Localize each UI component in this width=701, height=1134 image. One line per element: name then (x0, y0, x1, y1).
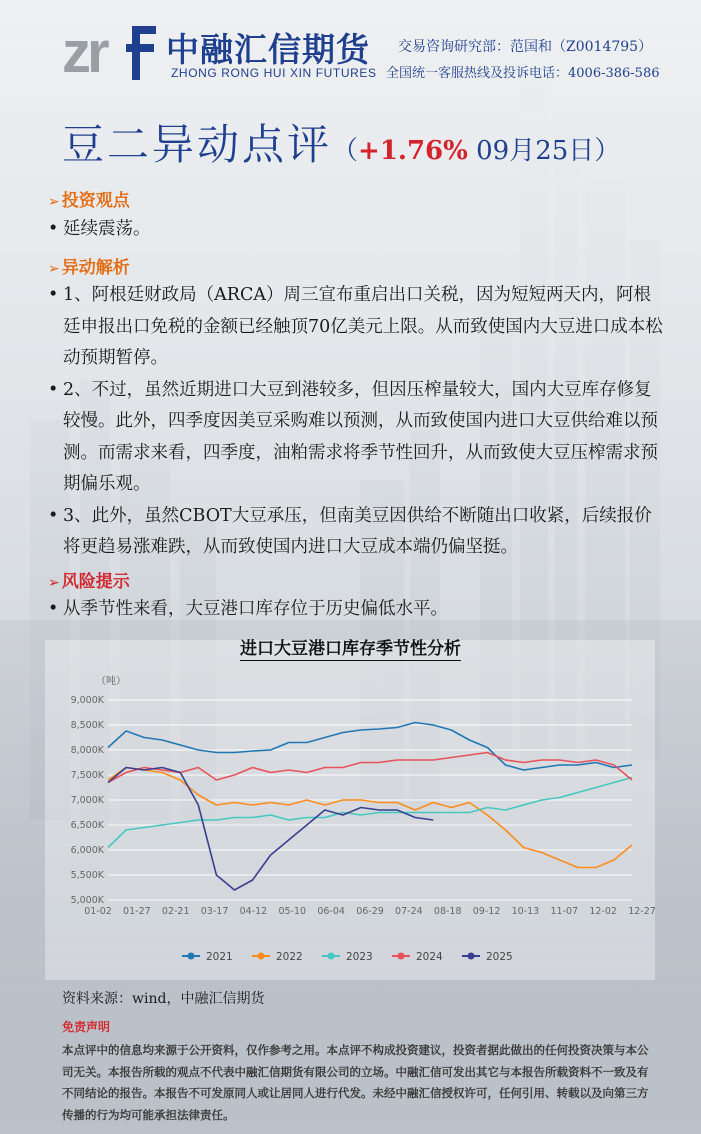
x-tick-label: 11-07 (550, 906, 579, 917)
title-date: 09月25日 (467, 136, 595, 166)
risk-heading: ➢ 风险提示 (48, 572, 130, 592)
report-header (0, 0, 701, 95)
series-line-2025 (108, 768, 433, 891)
legend-marker-2022 (258, 953, 265, 960)
price-change: +1.76% (358, 136, 468, 166)
series-line-2023 (108, 778, 632, 848)
legend-label-2025: 2025 (486, 951, 513, 963)
x-tick-label: 12-02 (589, 906, 617, 917)
legend-label-2024: 2024 (416, 951, 443, 963)
legend-marker-2021 (188, 953, 195, 960)
y-tick-label: 8,000K (70, 745, 104, 756)
x-tick-label: 12-27 (628, 906, 656, 917)
legend-label-2021: 2021 (206, 951, 233, 963)
series-line-2024 (108, 753, 632, 783)
y-axis-unit: （吨） (96, 676, 126, 687)
y-tick-label: 6,500K (70, 820, 104, 831)
title-main: 豆二异动点评 (62, 120, 333, 169)
y-tick-label: 8,500K (70, 720, 104, 731)
risk-text: • 从季节性来看，大豆港口库存位于历史偏低水平。 (48, 594, 668, 626)
chart-title: 进口大豆港口库存季节性分析 (240, 639, 461, 659)
logo-english-name: ZHONG RONG HUI XIN FUTURES (171, 66, 377, 80)
y-tick-label: 5,000K (70, 895, 104, 906)
x-tick-label: 09-12 (472, 906, 501, 917)
arrow-icon: ➢ (48, 194, 60, 210)
legend-marker-2025 (468, 953, 475, 960)
y-tick-label: 7,500K (70, 770, 104, 781)
x-tick-label: 02-21 (161, 906, 190, 917)
page-title (62, 112, 620, 172)
risk-section (48, 567, 668, 592)
view-heading: ➢ 投资观点 (48, 191, 130, 211)
legend-label-2022: 2022 (276, 951, 303, 963)
view-section (48, 186, 668, 211)
analysis-point-3: • 3、此外，虽然CBOT大豆承压，但南美豆因供给不断随出口收紧，后续报价将更趋易涨难跌，从而致使国内进口大豆成本端仍偏坚挺。 (48, 501, 668, 564)
view-text: • 延续震荡。 (48, 214, 668, 246)
y-tick-label: 9,000K (70, 695, 104, 706)
view-body (48, 214, 668, 246)
y-tick-label: 5,500K (70, 870, 104, 881)
inventory-seasonal-chart (60, 668, 656, 978)
legend-label-2023: 2023 (346, 951, 373, 963)
logo-chinese-name: 中融汇信期货 (166, 30, 370, 69)
analysis-heading: ➢ 异动解析 (48, 258, 130, 278)
x-tick-label: 10-13 (511, 906, 540, 917)
title-close-paren: ） (594, 136, 621, 166)
data-source: 资料来源：wind，中融汇信期货 (62, 991, 265, 1007)
company-logo (62, 14, 162, 84)
x-tick-label: 01-27 (123, 906, 151, 917)
x-tick-label: 05-10 (278, 906, 307, 917)
x-tick-label: 04-12 (239, 906, 268, 917)
x-tick-label: 06-04 (317, 906, 345, 917)
risk-body (48, 594, 668, 626)
x-tick-label: 01-02 (84, 906, 112, 917)
arrow-icon: ➢ (48, 575, 60, 591)
y-tick-label: 7,000K (70, 795, 104, 806)
analysis-point-1: • 1、阿根廷财政局（ARCA）周三宣布重启出口关税，因为短短两天内，阿根廷申报出口免税的金额已经触顶70亿美元上限。从而致使国内大豆进口成本松动预期暂停。 (48, 280, 668, 375)
svg-text:zr: zr (62, 20, 106, 85)
x-tick-label: 03-17 (200, 906, 229, 917)
disclaimer-text: 本点评中的信息均来源于公开资料，仅作参考之用。本点评不构成投资建议，投资者据此做出的任何投资决策与本公司无关。本报告所载的观点不代表中融汇信期货有限公司的立场。中融汇信可发出其它与本报告所载资料不一致及有不同结论的报告。本报告不可发原同人或让居同人进行代发。未经中融汇信授权许可，任何引用、转载以及向第三方传播的行为均可能承担法律责任。 (62, 1043, 649, 1122)
analysis-body (48, 280, 668, 564)
hotline-contact: 全国统一客服热线及投诉电话：4006-386-586 (386, 66, 660, 81)
analysis-section (48, 253, 668, 278)
legend-marker-2023 (328, 953, 335, 960)
x-tick-label: 06-29 (356, 906, 384, 917)
analyst-contact: 交易咨询研究部：范国和（Z0014795） (398, 39, 653, 55)
disclaimer-heading: 免责声明 (62, 1020, 111, 1034)
title-open-paren: （ (332, 136, 359, 166)
x-tick-label: 08-18 (433, 906, 462, 917)
arrow-icon: ➢ (48, 261, 60, 277)
analysis-point-2: • 2、不过，虽然近期进口大豆到港较多，但因压榨量较大，国内大豆库存修复较慢。此外，四季度因美豆采购难以预测，从而致使国内进口大豆供给难以预测。而需求来看，四季度，油粕需求将季节性回升，从而致使大豆压榨需求预期偏乐观。 (48, 375, 668, 501)
legend-marker-2024 (398, 953, 405, 960)
y-tick-label: 6,000K (70, 845, 104, 856)
x-tick-label: 07-24 (395, 906, 423, 917)
